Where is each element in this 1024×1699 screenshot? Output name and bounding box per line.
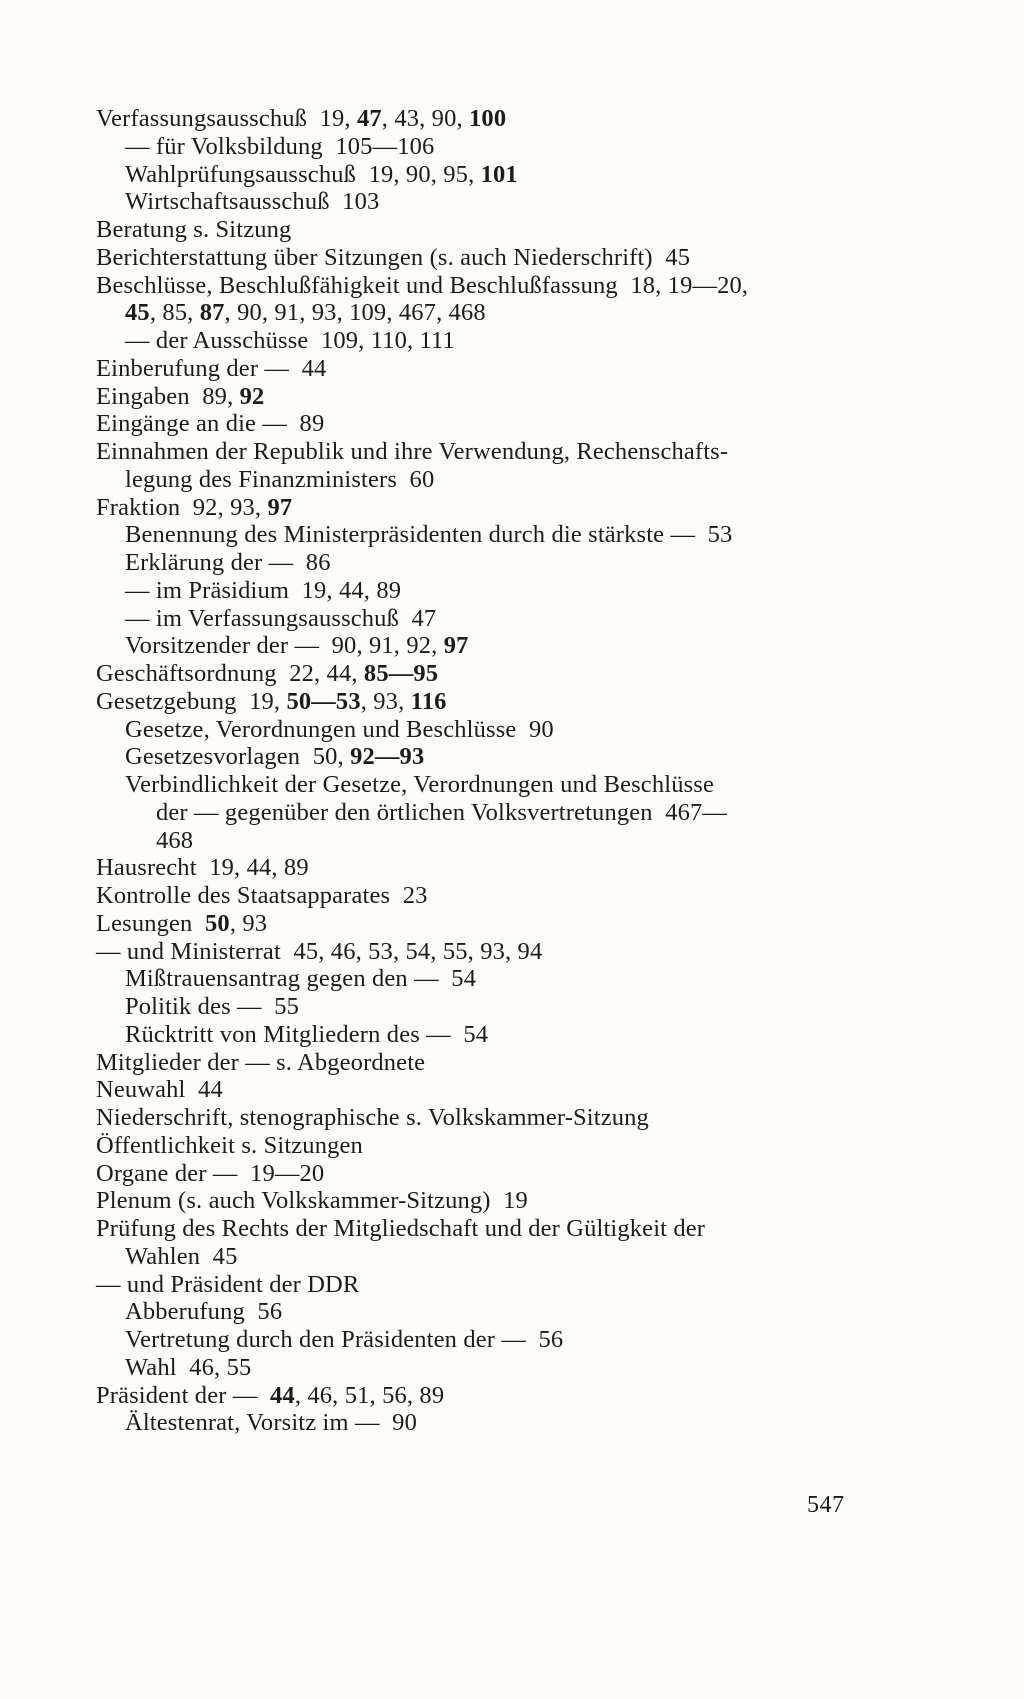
entry-text: Beratung s. Sitzung [96, 216, 292, 243]
bold-page-reference: 92 [239, 382, 265, 410]
entry-text: , 93, [360, 687, 411, 715]
entry-text: Benennung des Ministerpräsidenten durch die stärkste — 53 [125, 521, 733, 549]
entry-text: — für Volksbildung 105—106 [125, 132, 435, 160]
index-entry [96, 410, 896, 438]
index-entry [96, 854, 896, 882]
entry-text: Hausrecht 19, 44, 89 [96, 854, 309, 882]
entry-text: — und Ministerrat 45, 46, 53, 54, 55, 93, 94 [96, 937, 543, 965]
entry-text: — im Präsidium 19, 44, 89 [125, 576, 402, 604]
index-entry [96, 771, 896, 799]
entry-text: — im Verfassungsausschuß 47 [125, 604, 437, 632]
index-entry [96, 743, 896, 771]
index-entry [96, 827, 896, 855]
bold-page-reference: 44 [270, 1381, 295, 1409]
index-entry [96, 1076, 896, 1104]
entry-text: Gesetzgebung 19, [96, 687, 287, 715]
entry-text: Öffentlichkeit s. Sitzungen [96, 1131, 363, 1159]
index-entry [96, 105, 896, 133]
index-entry [96, 299, 896, 327]
index-entry [96, 1298, 896, 1326]
entry-text: Gesetzesvorlagen 50, [125, 743, 351, 771]
entry-text: , 85, [149, 299, 200, 327]
entry-text: Wahl 46, 55 [125, 1353, 252, 1381]
entry-text: Kontrolle des Staatsapparates 23 [96, 882, 428, 909]
entry-text: Berichterstattung über Sitzungen (s. auch Niederschrift) 45 [96, 243, 691, 271]
index-entry [96, 938, 896, 966]
index-entry [96, 549, 896, 577]
entry-text: Lesungen [96, 909, 205, 937]
index-entry [96, 1021, 896, 1049]
bold-page-reference: 97 [443, 632, 469, 660]
entry-text: Wirtschaftsausschuß 103 [125, 188, 380, 216]
index-entry [96, 1354, 896, 1382]
entry-text: legung des Finanzministers 60 [125, 465, 435, 493]
entry-text: Mißtrauensantrag gegen den — 54 [125, 965, 477, 993]
bold-page-reference: 116 [410, 687, 447, 715]
entry-text: Prüfung des Rechts der Mitgliedschaft und der Gültigkeit der [96, 1215, 706, 1242]
entry-text: Vorsitzender der — 90, 91, 92, [125, 632, 444, 660]
index-entry [96, 244, 896, 272]
index-entry [96, 910, 896, 938]
index-entry [96, 1104, 896, 1132]
index-entry [96, 577, 896, 605]
index-entry [96, 716, 896, 744]
entry-text: Abberufung 56 [125, 1298, 283, 1326]
index-entry [96, 1409, 896, 1437]
index-entry [96, 1187, 896, 1215]
index-entry [96, 1326, 896, 1354]
index-entry [96, 1382, 896, 1410]
entry-text: — und Präsident der DDR [96, 1270, 360, 1298]
entry-text: , 43, 90, [381, 105, 470, 132]
entry-text: Vertretung durch den Präsidenten der — 56 [125, 1326, 564, 1353]
index-entry [96, 965, 896, 993]
index-entry [96, 993, 896, 1021]
index-entry [96, 327, 896, 355]
bold-page-reference: 50—53 [286, 687, 361, 715]
entry-text: Einnahmen der Republik und ihre Verwendung, Rechenschafts- [96, 438, 729, 465]
bold-page-reference: 97 [267, 493, 293, 521]
index-entry [96, 133, 896, 161]
index-entry [96, 438, 896, 466]
entry-text: , 90, 91, 93, 109, 467, 468 [224, 299, 486, 327]
subject-index [96, 105, 896, 1437]
index-entry [96, 521, 896, 549]
bold-page-reference: 101 [480, 160, 518, 188]
entry-text: — der Ausschüsse 109, 110, 111 [125, 327, 455, 354]
entry-text: , 93 [229, 909, 268, 937]
entry-text: Präsident der — [96, 1381, 271, 1409]
entry-text: Geschäftsordnung 22, 44, [96, 660, 364, 687]
entry-text: Gesetze, Verordnungen und Beschlüsse 90 [125, 715, 554, 743]
index-entry [96, 1160, 896, 1188]
entry-text: Erklärung der — 86 [125, 549, 331, 576]
bold-page-reference: 92—93 [350, 743, 425, 771]
entry-text: der — gegenüber den örtlichen Volksvertretungen 467— [156, 798, 728, 826]
entry-text: Einberufung der — 44 [96, 354, 327, 382]
bold-page-reference: 100 [469, 105, 507, 132]
entry-text: Politik des — 55 [125, 993, 300, 1020]
entry-text: Rücktritt von Mitgliedern des — 54 [125, 1020, 489, 1048]
entry-text: , 46, 51, 56, 89 [294, 1381, 445, 1409]
index-entry [96, 188, 896, 216]
index-entry [96, 466, 896, 494]
index-entry [96, 1271, 896, 1299]
entry-text: Wahlprüfungsausschuß 19, 90, 95, [125, 160, 481, 188]
entry-text: Beschlüsse, Beschlußfähigkeit und Beschlußfassung 18, 19—20, [96, 271, 749, 299]
bold-page-reference: 85—95 [363, 660, 439, 687]
entry-text: Verfassungsausschuß 19, [96, 105, 357, 132]
entry-text: Eingänge an die — 89 [96, 410, 325, 438]
entry-text: Plenum (s. auch Volkskammer-Sitzung) 19 [96, 1187, 528, 1215]
bold-page-reference: 87 [199, 299, 225, 327]
index-entry [96, 494, 896, 522]
bold-page-reference: 45 [125, 299, 150, 327]
index-entry [96, 216, 896, 244]
entry-text: Mitglieder der — s. Abgeordnete [96, 1048, 426, 1076]
index-entry [96, 1049, 896, 1077]
index-entry [96, 605, 896, 633]
bold-page-reference: 47 [356, 105, 382, 132]
entry-text: Eingaben 89, [96, 382, 240, 410]
entry-text: 468 [156, 826, 194, 854]
index-entry [96, 1215, 896, 1243]
index-entry [96, 688, 896, 716]
entry-text: Wahlen 45 [125, 1242, 238, 1270]
index-entry [96, 882, 896, 910]
index-entry [96, 161, 896, 189]
index-entry [96, 272, 896, 300]
entry-text: Neuwahl 44 [96, 1076, 223, 1104]
index-entry [96, 1132, 896, 1160]
index-entry [96, 1243, 896, 1271]
index-entry [96, 660, 896, 688]
entry-text: Niederschrift, stenographische s. Volkskammer-Sitzung [96, 1104, 649, 1131]
entry-text: Verbindlichkeit der Gesetze, Verordnungen und Beschlüsse [125, 771, 714, 798]
bold-page-reference: 50 [205, 909, 230, 937]
entry-text: Fraktion 92, 93, [96, 493, 268, 521]
index-entry [96, 355, 896, 383]
page-number: 547 [807, 1492, 845, 1518]
entry-text: Organe der — 19—20 [96, 1159, 325, 1187]
index-entry [96, 632, 896, 660]
index-entry [96, 383, 896, 411]
entry-text: Ältestenrat, Vorsitz im — 90 [125, 1409, 417, 1437]
index-entry [96, 799, 896, 827]
